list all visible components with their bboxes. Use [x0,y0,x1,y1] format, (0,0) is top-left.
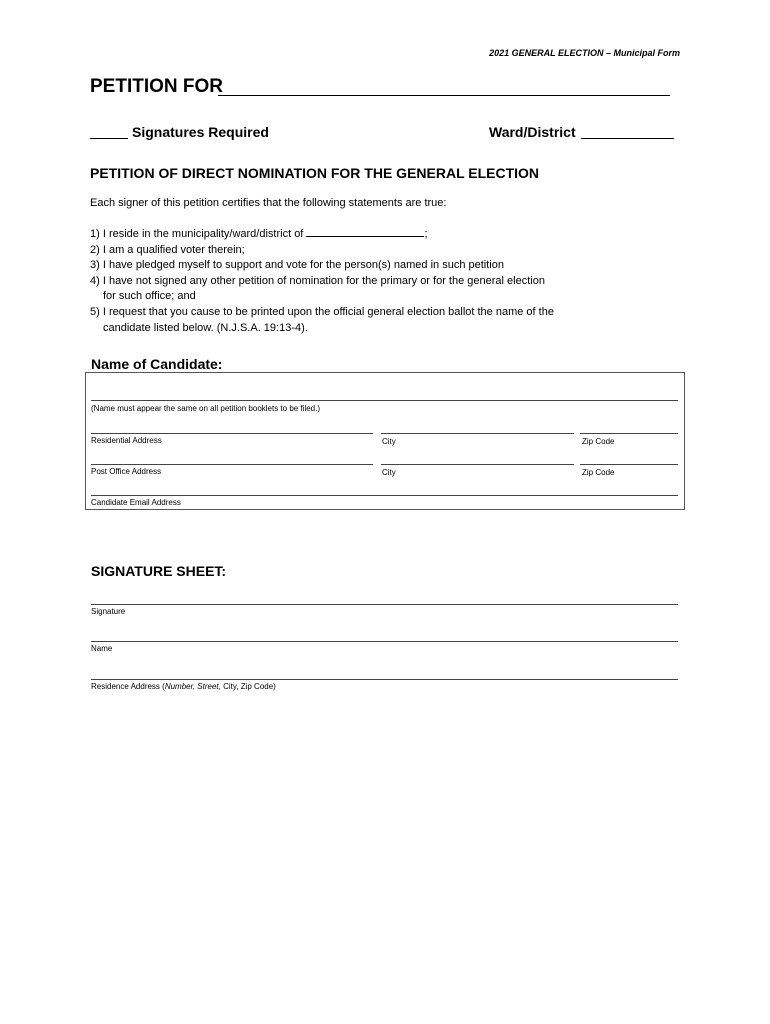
statement-2: 2) I am a qualified voter therein; [90,243,245,256]
signature-field[interactable] [91,604,678,605]
statement-4: 4) I have not signed any other petition of nomination for the primary or for the general election [90,274,545,287]
statement-list [90,227,554,336]
residential-zip-label: Zip Code [582,437,615,446]
ward-district-field[interactable] [581,138,674,139]
residential-address-field[interactable] [91,433,373,434]
post-office-city-label: City [382,468,396,477]
statement-1-suffix: ; [424,228,428,240]
statement-5: 5) I request that you cause to be printed upon the official general election ballot the name of the [90,305,554,318]
certify-statement: Each signer of this petition certifies that the following statements are true: [90,197,447,209]
residential-city-label: City [382,437,396,446]
residence-address-label [91,682,276,691]
residential-zip-field[interactable] [580,433,678,434]
residence-label-prefix: Residence Address ( [91,682,165,691]
post-office-address-field[interactable] [91,464,373,465]
post-office-zip-label: Zip Code [582,468,615,477]
petition-for-field[interactable] [218,95,670,96]
candidate-email-label: Candidate Email Address [91,498,181,507]
signatures-required-field[interactable] [90,138,128,139]
candidate-email-field[interactable] [91,495,678,496]
candidate-name-note: (Name must appear the same on all petition booklets to be filed.) [91,404,321,413]
post-office-address-label: Post Office Address [91,467,162,476]
residential-address-label: Residential Address [91,436,162,445]
residential-city-field[interactable] [381,433,574,434]
signer-name-label: Name [91,644,113,653]
statement-4-continued: for such office; and [103,290,196,303]
candidate-name-field[interactable] [91,400,678,401]
candidate-heading: Name of Candidate: [91,356,223,372]
residence-label-italic: Number, Street, [164,682,221,691]
page-title: PETITION FOR [90,76,223,97]
post-office-zip-field[interactable] [580,464,678,465]
residence-address-field[interactable] [91,679,678,680]
statement-1-text: 1) I reside in the municipality/ward/district of [90,228,304,240]
section-heading: PETITION OF DIRECT NOMINATION FOR THE GENERAL ELECTION [90,165,540,181]
signer-name-field[interactable] [91,641,678,642]
form-header-label: 2021 GENERAL ELECTION – Municipal Form [489,48,680,58]
signature-label: Signature [91,607,126,616]
post-office-city-field[interactable] [381,464,574,465]
signatures-required-label: Signatures Required [132,124,269,140]
signature-sheet-heading: SIGNATURE SHEET: [91,563,227,579]
municipality-field[interactable] [306,227,424,237]
ward-district-label: Ward/District [489,124,576,140]
statement-5-continued: candidate listed below. (N.J.S.A. 19:13-4). [103,321,308,334]
statement-3: 3) I have pledged myself to support and vote for the person(s) named in such petition [90,259,504,272]
residence-label-suffix: City, Zip Code) [220,682,276,691]
statement-1 [90,227,554,243]
